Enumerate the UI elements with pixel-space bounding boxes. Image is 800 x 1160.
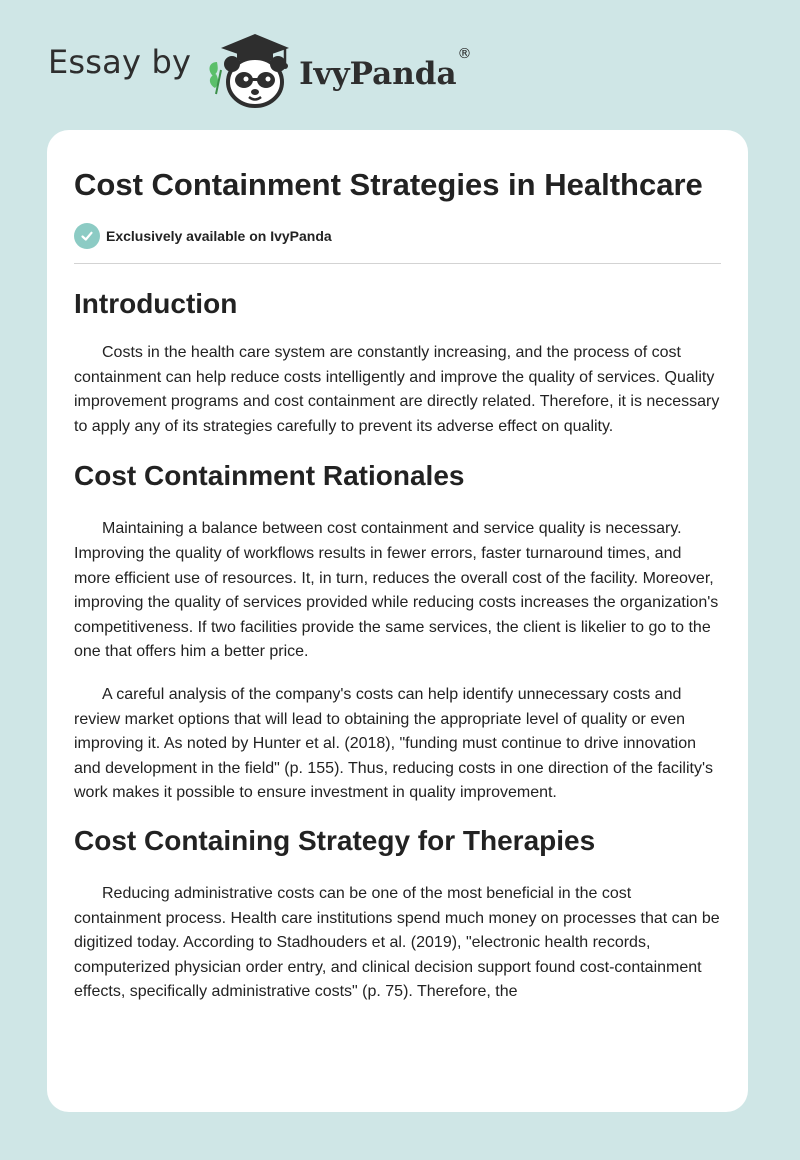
exclusive-badge: [74, 222, 721, 250]
paragraph: Maintaining a balance between cost containment and service quality is necessary. Improving the quality of workflows results in fewer errors, faster turnaround times, and more efficient use of resources. It, in turn, reduces the overall cost of the facility. Moreover, improving the quality of services provided while reducing costs increases the organization's competitiveness. If two facilities provide the same services, the client is likelier to go to the one that offers him a better price.: [74, 520, 719, 661]
section-heading-therapies: Cost Containing Strategy for Therapies: [74, 824, 596, 856]
brand-name: IvyPanda: [299, 56, 457, 92]
section-heading-rationales: Cost Containment Rationales: [74, 460, 465, 492]
check-circle-icon: [74, 223, 100, 249]
paragraph: A careful analysis of the company's costs can help identify unnecessary costs and review market options that will lead to obtaining the appropriate level of quality or even improving it. As noted by Hunter et al. (2018), "funding must continue to drive innovation and development in the field" (p. 155). Thus, reducing costs in one direction of the facility's work makes it possible to ensure investment in quality improvement.: [74, 685, 714, 802]
paragraph: Reducing administrative costs can be one of the most beneficial in the cost containment process. Health care institutions spend much money on processes that can be digitized today. According to Stadhouders et al. (2019), "electronic health records, computerized physician order entry, and clinical decision support found cost-containment effects, specifically administrative costs" (p. 75). Therefore, the: [74, 884, 720, 1001]
essay-title: Cost Containment Strategies in Healthcare: [74, 167, 703, 202]
essay-card: [47, 130, 748, 1112]
panda-graduate-icon: [205, 30, 297, 110]
brand-prefix: Essay by: [48, 43, 192, 81]
brand-header: [48, 30, 472, 110]
section-heading-introduction: Introduction: [74, 288, 238, 319]
registered-mark: ®: [457, 46, 472, 62]
divider: [74, 263, 721, 264]
exclusive-text: Exclusively available on IvyPanda: [106, 228, 332, 244]
essay-content: [47, 130, 748, 1005]
paragraph: Costs in the health care system are constantly increasing, and the process of cost containment can help reduce costs intelligently and improve the quality of services. Quality improvement programs and cost containment are directly related. Therefore, it is necessary to apply any of its strategies carefully to prevent its adverse effect on quality.: [74, 344, 720, 435]
